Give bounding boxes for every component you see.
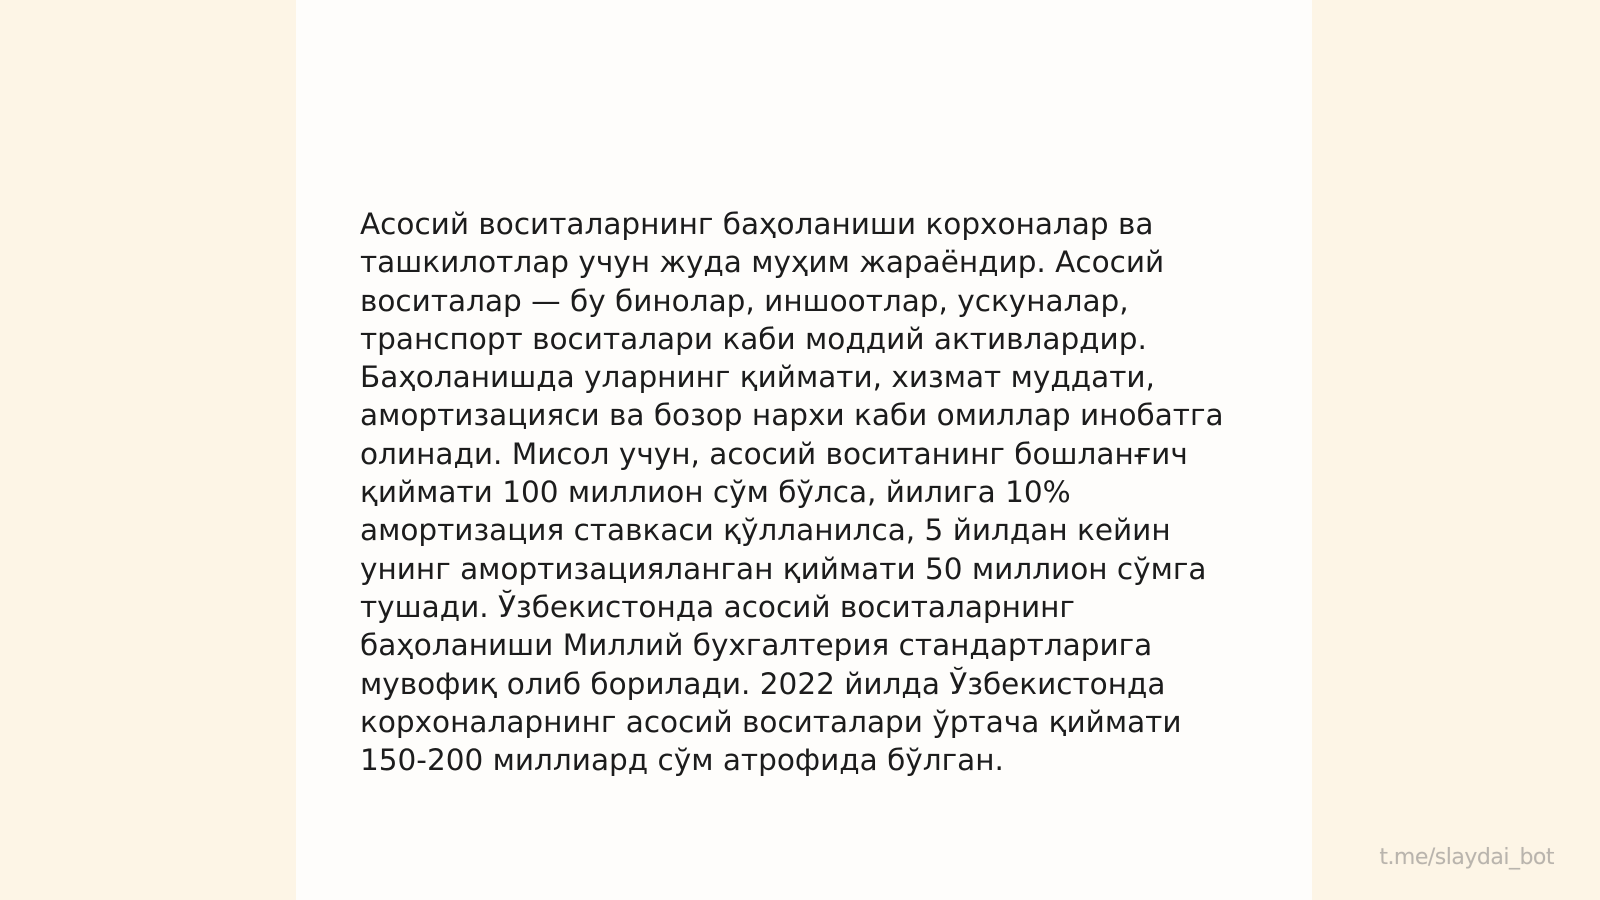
body-line: ташкилотлар учун жуда муҳим жараёндир. Асосий	[360, 245, 1165, 280]
watermark-link[interactable]: t.me/slaydai_bot	[1379, 845, 1554, 870]
body-line: корхоналарнинг асосий воситалари ўртача қиймати	[360, 704, 1182, 739]
body-line: амортизацияси ва бозор нархи каби омиллар инобатга	[360, 398, 1224, 433]
slide-body-text	[360, 205, 1260, 779]
body-line: мувофиқ олиб борилади. 2022 йилда Ўзбекистонда	[360, 666, 1166, 701]
body-line: 150-200 миллиард сўм атрофида бўлган.	[360, 743, 1004, 778]
body-line: қиймати 100 миллион сўм бўлса, йилига 10%	[360, 475, 1071, 510]
body-line: Асосий воситаларнинг баҳоланиши корхоналар ва	[360, 207, 1154, 241]
body-line: баҳоланиши Миллий бухгалтерия стандартларига	[360, 628, 1153, 663]
body-line: тушади. Ўзбекистонда асосий воситаларнинг	[360, 589, 1075, 624]
body-line: Баҳоланишда уларнинг қиймати, хизмат муддати,	[360, 360, 1155, 395]
body-line: унинг амортизацияланган қиймати 50 миллион сўмга	[360, 551, 1207, 586]
body-line: воситалар — бу бинолар, иншоотлар, ускуналар,	[360, 283, 1129, 318]
body-line: транспорт воситалари каби моддий активлардир.	[360, 321, 1147, 356]
body-line: олинади. Мисол учун, асосий воситанинг бошланғич	[360, 436, 1188, 471]
body-line: амортизация ставкаси қўлланилса, 5 йилдан кейин	[360, 513, 1171, 548]
